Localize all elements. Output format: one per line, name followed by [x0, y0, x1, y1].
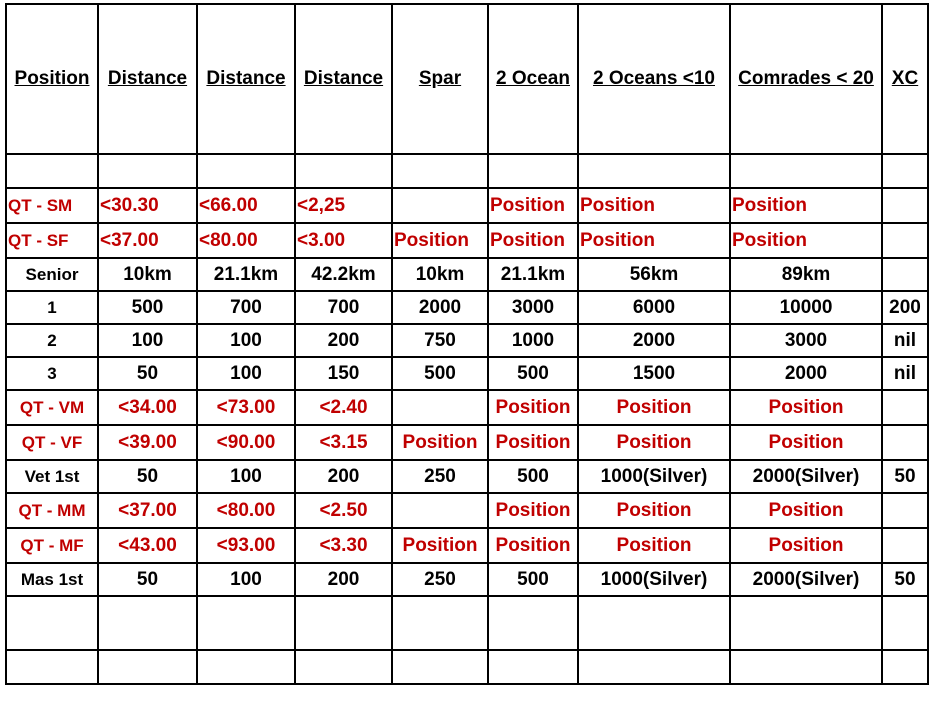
table-cell: <66.00 — [197, 188, 295, 223]
table-cell: 21.1km — [488, 258, 578, 291]
table-cell: <30.30 — [98, 188, 197, 223]
table-cell: <2.40 — [295, 390, 392, 425]
table-row — [6, 528, 928, 563]
table-cell: nil — [882, 357, 928, 390]
table-cell: Position — [578, 188, 730, 223]
table-cell: 2000 — [392, 291, 488, 324]
table-cell: <3.15 — [295, 425, 392, 460]
table-cell — [295, 596, 392, 650]
table-cell — [882, 258, 928, 291]
table-cell: 10km — [392, 258, 488, 291]
table-cell — [730, 154, 882, 188]
table-row — [6, 324, 928, 357]
table-row — [6, 258, 928, 291]
row-position-cell: QT - SF — [6, 223, 98, 258]
table-cell: Position — [488, 528, 578, 563]
row-position-cell: 2 — [6, 324, 98, 357]
table-cell: Position — [730, 188, 882, 223]
table-cell: nil — [882, 324, 928, 357]
row-position-cell: QT - VM — [6, 390, 98, 425]
table-cell: 500 — [488, 460, 578, 493]
table-row — [6, 460, 928, 493]
table-cell: 3000 — [488, 291, 578, 324]
row-position-cell — [6, 596, 98, 650]
qualifying-times-table — [5, 3, 929, 685]
table-cell: 3000 — [730, 324, 882, 357]
table-cell: 700 — [295, 291, 392, 324]
table-cell: 42.2km — [295, 258, 392, 291]
table-cell: 2000 — [730, 357, 882, 390]
table-cell: 1000 — [488, 324, 578, 357]
header-2-ocean: 2 Ocean — [488, 4, 578, 154]
table-row — [6, 493, 928, 528]
table-cell — [295, 154, 392, 188]
table-cell: <73.00 — [197, 390, 295, 425]
table-cell: 250 — [392, 460, 488, 493]
table-cell — [578, 596, 730, 650]
table-row — [6, 650, 928, 684]
table-cell — [882, 596, 928, 650]
table-cell: Position — [488, 493, 578, 528]
table-cell: Position — [488, 223, 578, 258]
row-position-cell — [6, 154, 98, 188]
row-position-cell — [6, 650, 98, 684]
table-cell — [730, 596, 882, 650]
table-cell: Position — [730, 390, 882, 425]
table-cell: 100 — [197, 324, 295, 357]
table-cell — [98, 596, 197, 650]
table-cell: 100 — [197, 460, 295, 493]
table-cell — [392, 493, 488, 528]
table-cell: 100 — [197, 357, 295, 390]
table-cell — [882, 528, 928, 563]
table-body — [6, 4, 928, 684]
table-row — [6, 223, 928, 258]
header-spar: Spar — [392, 4, 488, 154]
table-cell: <80.00 — [197, 223, 295, 258]
header-xc: XC — [882, 4, 928, 154]
table-cell — [882, 493, 928, 528]
table-cell: <43.00 — [98, 528, 197, 563]
table-cell: Position — [730, 425, 882, 460]
row-position-cell: QT - MF — [6, 528, 98, 563]
table-cell — [578, 650, 730, 684]
table-cell: 50 — [98, 357, 197, 390]
table-row — [6, 596, 928, 650]
table-cell: <3.30 — [295, 528, 392, 563]
table-cell: 1500 — [578, 357, 730, 390]
table-cell: 10km — [98, 258, 197, 291]
table-row — [6, 563, 928, 596]
table-cell: 2000(Silver) — [730, 563, 882, 596]
row-position-cell: QT - VF — [6, 425, 98, 460]
table-cell: Position — [730, 528, 882, 563]
table-cell: 500 — [488, 563, 578, 596]
table-cell: <90.00 — [197, 425, 295, 460]
table-row — [6, 154, 928, 188]
table-cell: 500 — [488, 357, 578, 390]
table-row — [6, 425, 928, 460]
table-row — [6, 390, 928, 425]
table-cell: <34.00 — [98, 390, 197, 425]
table-cell: <37.00 — [98, 493, 197, 528]
row-position-cell: Mas 1st — [6, 563, 98, 596]
table-cell: Position — [392, 223, 488, 258]
table-cell: 2000 — [578, 324, 730, 357]
row-position-cell: 1 — [6, 291, 98, 324]
table-cell — [98, 154, 197, 188]
header-distance-2: Distance — [197, 4, 295, 154]
table-cell: 89km — [730, 258, 882, 291]
table-cell: 50 — [98, 563, 197, 596]
header-distance-3: Distance — [295, 4, 392, 154]
table-cell: 200 — [295, 324, 392, 357]
table-cell: Position — [730, 223, 882, 258]
table-cell: 200 — [295, 460, 392, 493]
row-position-cell: Vet 1st — [6, 460, 98, 493]
table-cell: 250 — [392, 563, 488, 596]
table-cell: 1000(Silver) — [578, 563, 730, 596]
table-cell — [392, 154, 488, 188]
table-cell: Position — [578, 493, 730, 528]
table-cell — [882, 425, 928, 460]
table-cell — [882, 223, 928, 258]
table-cell — [392, 650, 488, 684]
table-cell: Position — [392, 528, 488, 563]
table-cell: 50 — [882, 460, 928, 493]
table-cell — [197, 596, 295, 650]
table-cell — [882, 154, 928, 188]
table-cell — [197, 650, 295, 684]
table-cell — [392, 596, 488, 650]
table-header-row — [6, 4, 928, 154]
table-cell: 200 — [295, 563, 392, 596]
table-cell: 500 — [392, 357, 488, 390]
table-cell: <93.00 — [197, 528, 295, 563]
table-cell: <2.50 — [295, 493, 392, 528]
table-cell — [488, 650, 578, 684]
table-cell: <2,25 — [295, 188, 392, 223]
table-cell — [98, 650, 197, 684]
table-cell — [578, 154, 730, 188]
table-cell: Position — [488, 188, 578, 223]
table-cell: 10000 — [730, 291, 882, 324]
table-cell — [392, 390, 488, 425]
table-cell: Position — [578, 223, 730, 258]
table-cell: 50 — [98, 460, 197, 493]
table-cell — [295, 650, 392, 684]
table-cell — [882, 650, 928, 684]
table-cell: <3.00 — [295, 223, 392, 258]
table-cell: Position — [578, 390, 730, 425]
table-cell — [392, 188, 488, 223]
table-cell: 21.1km — [197, 258, 295, 291]
table-cell: Position — [730, 493, 882, 528]
row-position-cell: 3 — [6, 357, 98, 390]
table-cell: 500 — [98, 291, 197, 324]
table-cell: 100 — [98, 324, 197, 357]
table-cell — [197, 154, 295, 188]
table-cell — [882, 188, 928, 223]
table-cell: 100 — [197, 563, 295, 596]
table-cell: Position — [578, 425, 730, 460]
table-row — [6, 291, 928, 324]
table-cell: 700 — [197, 291, 295, 324]
header-position: Position — [6, 4, 98, 154]
table-cell: 50 — [882, 563, 928, 596]
table-cell: <39.00 — [98, 425, 197, 460]
header-2-oceans-under-10: 2 Oceans <10 — [578, 4, 730, 154]
table-cell: <80.00 — [197, 493, 295, 528]
table-row — [6, 188, 928, 223]
row-position-cell: Senior — [6, 258, 98, 291]
header-distance-1: Distance — [98, 4, 197, 154]
table-cell: 6000 — [578, 291, 730, 324]
table-cell: Position — [488, 390, 578, 425]
table-cell: Position — [488, 425, 578, 460]
table-cell: Position — [578, 528, 730, 563]
table-cell: 200 — [882, 291, 928, 324]
table-cell — [730, 650, 882, 684]
table-cell — [882, 390, 928, 425]
row-position-cell: QT - MM — [6, 493, 98, 528]
table-row — [6, 357, 928, 390]
table-cell: 2000(Silver) — [730, 460, 882, 493]
row-position-cell: QT - SM — [6, 188, 98, 223]
table-cell — [488, 596, 578, 650]
header-comrades-under-20: Comrades < 20 — [730, 4, 882, 154]
table-cell: 1000(Silver) — [578, 460, 730, 493]
table-cell: 150 — [295, 357, 392, 390]
table-cell: 56km — [578, 258, 730, 291]
table-cell: <37.00 — [98, 223, 197, 258]
table-cell: Position — [392, 425, 488, 460]
table-cell — [488, 154, 578, 188]
table-cell: 750 — [392, 324, 488, 357]
